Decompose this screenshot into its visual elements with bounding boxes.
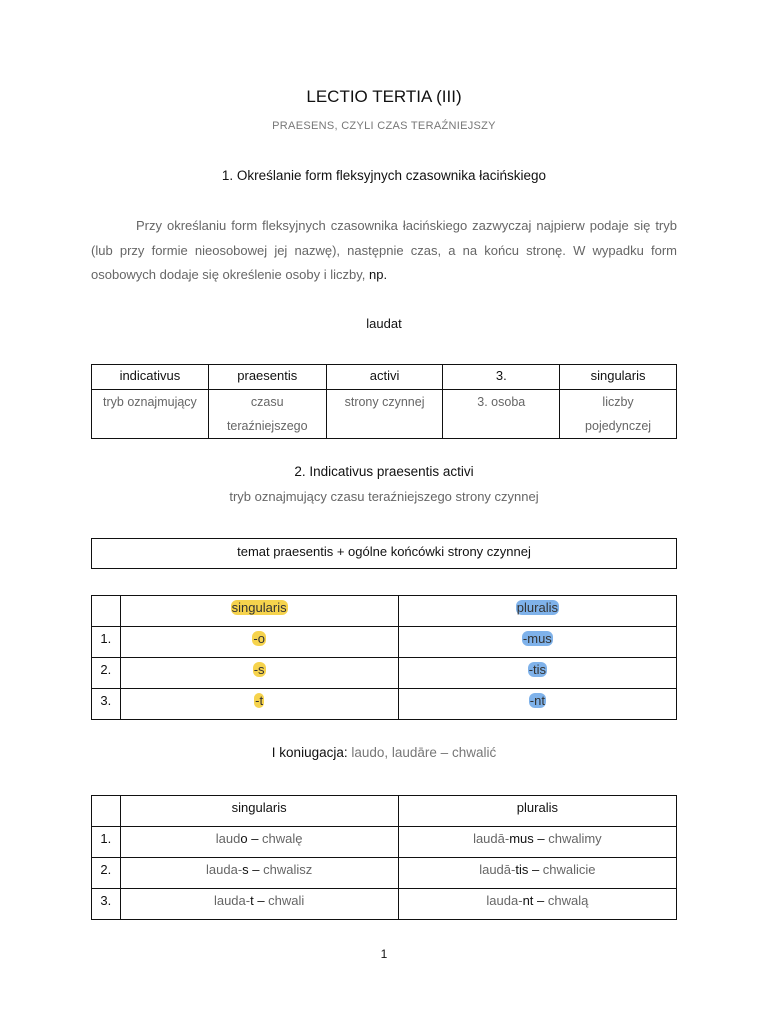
row-number: 2. (92, 658, 121, 689)
table-cell (398, 658, 676, 689)
section2-subheading: tryb oznajmujący czasu teraźniejszego strony czynnej (229, 489, 539, 504)
table-header-row (92, 796, 677, 827)
stem: lauda- (486, 893, 523, 908)
gloss: chwalę (258, 831, 303, 846)
page-subtitle: PRAESENS, CZYLI CZAS TERAŹNIEJSZY (272, 120, 496, 132)
table-cell (560, 390, 677, 439)
table-cell (208, 390, 326, 439)
dash: – (248, 862, 260, 877)
stem: laudā- (473, 831, 510, 846)
dash: – (528, 862, 540, 877)
table-row (92, 889, 677, 920)
table-cell (120, 658, 398, 689)
page-number: 1 (380, 947, 388, 961)
table-cell (398, 596, 676, 627)
heading-light: laudo, laudāre – chwalić (347, 745, 497, 760)
table-cell: singularis (120, 796, 398, 827)
table-cell: 3. (443, 365, 560, 390)
section2-heading: 2. Indicativus praesentis activi (294, 464, 474, 479)
formula-box: temat praesentis + ogólne końcówki strony czynnej (91, 538, 677, 569)
row-number: 2. (92, 858, 121, 889)
singularis-label: singularis (231, 600, 287, 615)
ending: t (250, 893, 254, 908)
table-cell (398, 627, 676, 658)
table-header-row (92, 365, 677, 390)
table-row (92, 627, 677, 658)
dash: – (247, 831, 259, 846)
table-cell: pluralis (398, 796, 676, 827)
table-cell (120, 689, 398, 720)
heading-bold: I koniugacja: (271, 745, 348, 760)
stem: lauda- (213, 893, 251, 908)
stem: lauda- (206, 862, 243, 877)
gloss: chwalimy (544, 831, 602, 846)
ending: tis (515, 862, 529, 877)
table-cell: 3. osoba (443, 390, 560, 439)
row-number: 3. (92, 889, 121, 920)
table-row (92, 827, 677, 858)
table-cell (120, 627, 398, 658)
row-number: 1. (92, 827, 121, 858)
pluralis-label: pluralis (516, 600, 558, 615)
gloss-text: czasu teraźniejszego (226, 395, 308, 433)
table-header-row (92, 596, 677, 627)
stem: laud (215, 831, 241, 846)
example-analysis-table (91, 364, 677, 439)
table-cell: tryb oznajmujący (92, 390, 209, 439)
row-number: 3. (92, 689, 121, 720)
table-cell: praesentis (208, 365, 326, 390)
gloss: chwalicie (539, 862, 596, 877)
gloss: chwalisz (259, 862, 313, 877)
section1-paragraph (91, 214, 677, 288)
table-cell (92, 596, 121, 627)
example-word: laudat (366, 316, 402, 331)
dash: – (533, 893, 545, 908)
ending-sg: -t (255, 693, 264, 708)
table-row (92, 390, 677, 439)
ending-pl: -nt (529, 693, 545, 708)
row-number: 1. (92, 627, 121, 658)
dash: – (533, 831, 545, 846)
table-cell (92, 796, 121, 827)
conjugation-table (91, 795, 677, 920)
ending-sg: -s (253, 662, 265, 677)
table-cell: activi (326, 365, 443, 390)
ending: s (242, 862, 249, 877)
table-cell (398, 889, 676, 920)
gloss-text: liczby pojedynczej (585, 395, 652, 433)
table-cell (120, 596, 398, 627)
stem: laudā- (479, 862, 516, 877)
table-cell (398, 858, 676, 889)
table-row (92, 689, 677, 720)
table-cell (398, 689, 676, 720)
table-row (92, 858, 677, 889)
table-cell (120, 889, 398, 920)
gloss: chwali (264, 893, 305, 908)
table-cell: strony czynnej (326, 390, 443, 439)
section1-heading: 1. Określanie form fleksyjnych czasownika łacińskiego (221, 168, 547, 183)
ending: o (240, 831, 248, 846)
gloss: chwalą (544, 893, 589, 908)
ending-pl: -tis (528, 662, 547, 677)
paragraph-text: Przy określaniu form fleksyjnych czasownika łacińskiego zazwyczaj najpierw podaje się tryb (lub przy formie nieosobowej jej nazwę), następnie czas, a na końcu stronę. W wypadku form osobowych dodaje się określenie osoby i liczby, (91, 218, 677, 282)
ending: nt (522, 893, 534, 908)
table-cell (120, 827, 398, 858)
page-title: LECTIO TERTIA (III) (306, 87, 462, 106)
ending-sg: -o (253, 631, 265, 646)
table-cell: indicativus (92, 365, 209, 390)
paragraph-np: np (368, 267, 384, 282)
table-cell: singularis (560, 365, 677, 390)
ending: mus (509, 831, 534, 846)
table-row (92, 658, 677, 689)
paragraph-period: . (383, 267, 388, 282)
table-cell (398, 827, 676, 858)
ending-pl: -mus (522, 631, 552, 646)
section3-heading (0, 745, 768, 760)
dash: – (253, 893, 265, 908)
table-cell (120, 858, 398, 889)
endings-table (91, 595, 677, 720)
